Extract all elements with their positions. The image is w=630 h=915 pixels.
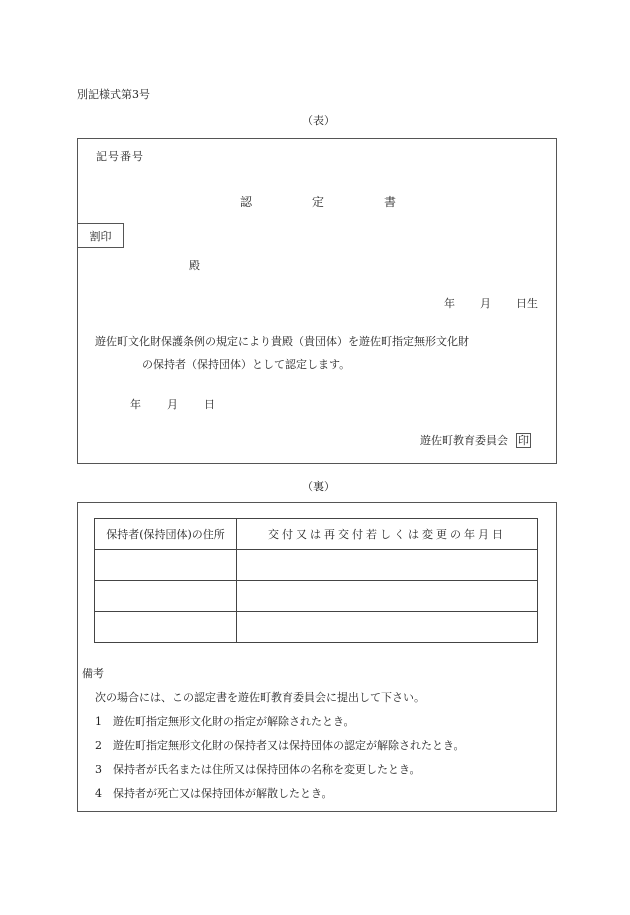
certificate-body-line-2: の保持者（保持団体）として認定します。	[142, 358, 351, 371]
table-header-row	[95, 519, 538, 550]
recipient-honorific: 殿	[189, 259, 200, 272]
header-date: 交付又は再交付若しくは変更の年月日	[237, 519, 538, 550]
birth-date	[444, 295, 538, 311]
back-side-label: （裏）	[302, 480, 335, 493]
note-text: 遊佐町指定無形文化財の保持者又は保持団体の認定が解除されたとき。	[113, 739, 465, 752]
header-address: 保持者(保持団体)の住所	[95, 519, 237, 550]
note-item	[95, 761, 421, 777]
table-row	[95, 550, 538, 581]
issuer-name: 遊佐町教育委員会	[420, 434, 508, 447]
note-item	[95, 785, 333, 801]
address-history-table	[94, 518, 538, 643]
record-number-label: 記号番号	[96, 150, 144, 163]
birth-month: 月	[480, 297, 491, 310]
note-text: 保持者が氏名または住所又は保持団体の名称を変更したとき。	[113, 763, 421, 776]
front-side-label: （表）	[302, 114, 335, 127]
note-number: 3	[95, 763, 102, 776]
cell-address	[95, 550, 237, 581]
birth-year: 年	[444, 297, 455, 310]
note-item	[95, 737, 465, 753]
cell-date	[237, 612, 538, 643]
issuer	[420, 432, 531, 448]
issue-month: 月	[167, 398, 178, 411]
form-number-label: 別記様式第3号	[77, 88, 150, 101]
tally-seal-box	[77, 223, 124, 248]
note-item	[95, 713, 355, 729]
certificate-body-line-1: 遊佐町文化財保護条例の規定により貴殿（貴団体）を遊佐町指定無形文化財	[95, 335, 469, 348]
cell-date	[237, 550, 538, 581]
notes-title: 備考	[82, 667, 104, 680]
title-char: 書	[384, 195, 397, 209]
issue-year: 年	[130, 398, 141, 411]
seal-stamp-icon: 印	[518, 434, 529, 447]
note-number: 1	[95, 715, 102, 728]
note-number: 2	[95, 739, 102, 752]
title-char: 認	[240, 195, 253, 209]
title-char: 定	[312, 195, 325, 209]
note-number: 4	[95, 787, 102, 800]
birth-day: 日生	[516, 297, 538, 310]
note-text: 遊佐町指定無形文化財の指定が解除されたとき。	[113, 715, 355, 728]
cell-date	[237, 581, 538, 612]
issue-day: 日	[204, 398, 215, 411]
certificate-title	[240, 193, 396, 210]
issue-date	[130, 396, 215, 412]
cell-address	[95, 581, 237, 612]
table-row	[95, 581, 538, 612]
note-text: 保持者が死亡又は保持団体が解散したとき。	[113, 787, 333, 800]
cell-address	[95, 612, 237, 643]
notes-intro: 次の場合には、この認定書を遊佐町教育委員会に提出して下さい。	[95, 691, 425, 704]
tally-seal-label: 割印	[89, 229, 112, 243]
table-row	[95, 612, 538, 643]
